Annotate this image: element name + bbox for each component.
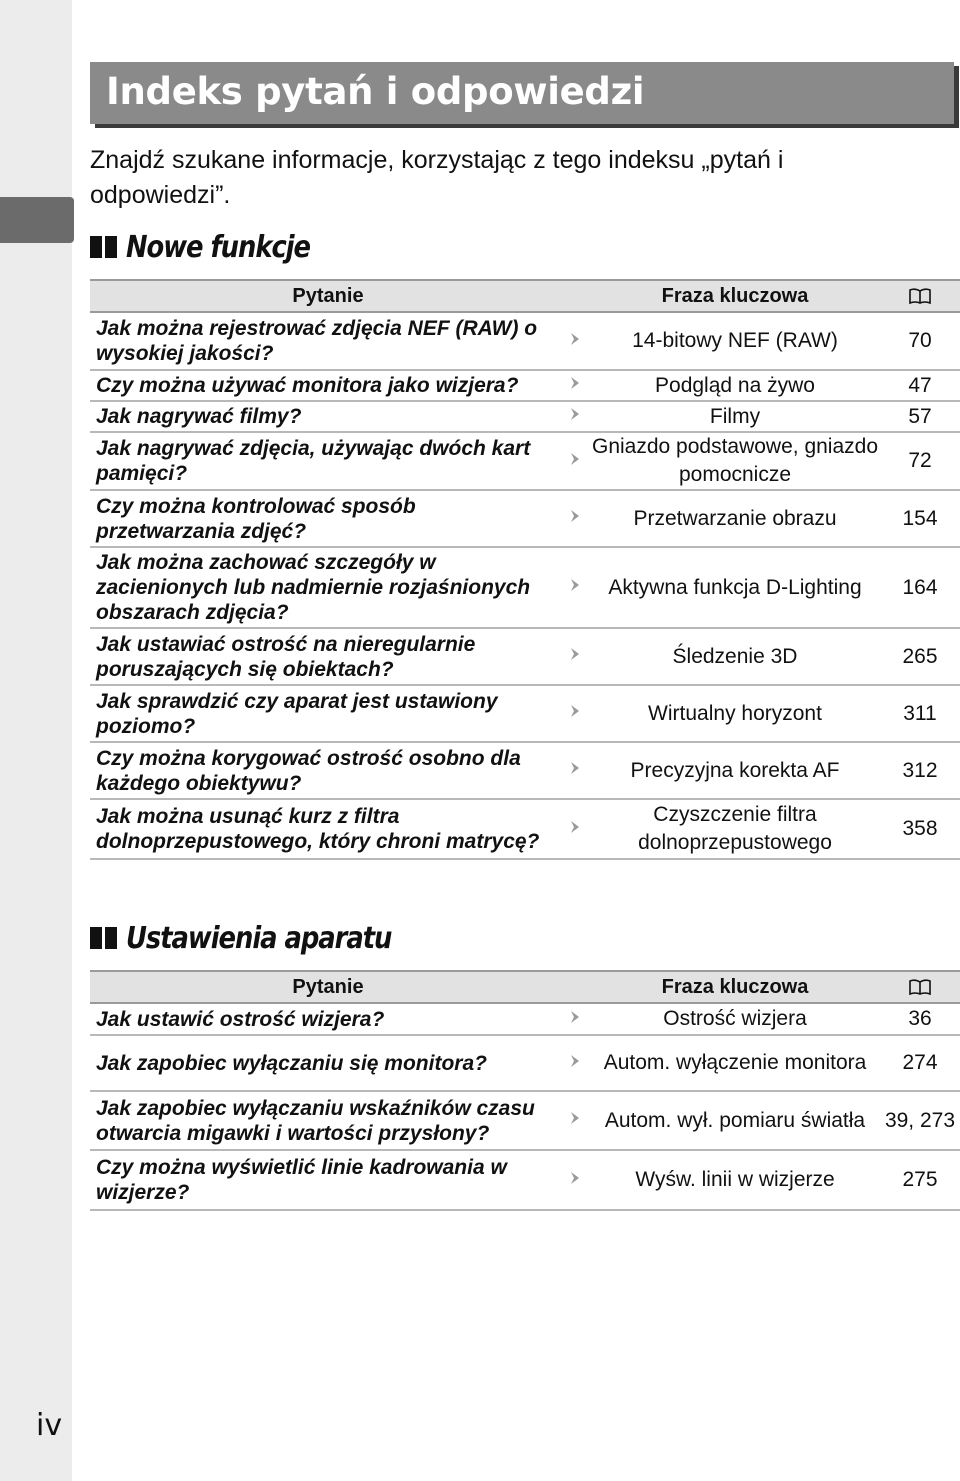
page-number: iv <box>36 1408 63 1443</box>
chevron-right-icon <box>568 407 582 421</box>
chevron-right-icon <box>568 376 582 390</box>
arrow-cell <box>560 370 590 401</box>
keyword-cell[interactable]: Gniazdo podstawowe, gniazdo pomocnicze <box>590 432 880 490</box>
question-cell: Jak można usunąć kurz z filtra dolnoprzepustowego, który chroni matrycę? <box>90 799 560 859</box>
chevron-right-icon <box>568 1010 582 1024</box>
arrow-cell <box>560 312 590 370</box>
table-row[interactable] <box>90 312 960 370</box>
header-question: Pytanie <box>90 971 560 1003</box>
camera-settings-table <box>90 970 960 1211</box>
arrow-cell <box>560 1150 590 1210</box>
section-marker-icon <box>90 927 117 949</box>
question-cell: Czy można wyświetlić linie kadrowania w wizjerze? <box>90 1150 560 1210</box>
question-cell: Jak sprawdzić czy aparat jest ustawiony poziomo? <box>90 685 560 742</box>
arrow-cell <box>560 1035 590 1091</box>
arrow-cell <box>560 401 590 432</box>
keyword-cell[interactable]: Ostrość wizjera <box>590 1003 880 1035</box>
keyword-cell[interactable]: Aktywna funkcja D-Lighting <box>590 547 880 628</box>
table-row[interactable] <box>90 370 960 401</box>
table-row[interactable] <box>90 1091 960 1150</box>
section-heading-text: Nowe funkcje <box>126 229 311 265</box>
chevron-right-icon <box>568 578 582 592</box>
page-ref-cell[interactable]: 265 <box>880 628 960 685</box>
new-features-table <box>90 279 960 860</box>
page-ref-cell[interactable]: 312 <box>880 742 960 799</box>
arrow-cell <box>560 1091 590 1150</box>
table-row[interactable] <box>90 490 960 547</box>
page-ref-cell[interactable]: 274 <box>880 1035 960 1091</box>
page-ref-cell[interactable]: 164 <box>880 547 960 628</box>
arrow-cell <box>560 432 590 490</box>
arrow-cell <box>560 799 590 859</box>
page-ref-cell[interactable]: 70 <box>880 312 960 370</box>
chevron-right-icon <box>568 1054 582 1068</box>
table-row[interactable] <box>90 1150 960 1210</box>
page-title-bar <box>90 62 954 124</box>
page-ref-cell[interactable]: 154 <box>880 490 960 547</box>
page-ref-cell[interactable]: 72 <box>880 432 960 490</box>
keyword-cell[interactable]: Czyszczenie filtra dolnoprzepustowego <box>590 799 880 859</box>
table-row[interactable] <box>90 1035 960 1091</box>
section-thumb-tab[interactable] <box>0 197 74 243</box>
question-cell: Jak można rejestrować zdjęcia NEF (RAW) o wysokiej jakości? <box>90 312 560 370</box>
header-keyword: Fraza kluczowa <box>590 971 880 1003</box>
table-row[interactable] <box>90 799 960 859</box>
keyword-cell[interactable]: Wyśw. linii w wizjerze <box>590 1150 880 1210</box>
page-ref-cell[interactable]: 39, 273 <box>880 1091 960 1150</box>
keyword-cell[interactable]: Precyzyjna korekta AF <box>590 742 880 799</box>
keyword-cell[interactable]: Śledzenie 3D <box>590 628 880 685</box>
question-cell: Jak można zachować szczegóły w zacienionych lub nadmiernie rozjaśnionych obszarach zdjęcia? <box>90 547 560 628</box>
page-ref-cell[interactable]: 57 <box>880 401 960 432</box>
arrow-cell <box>560 742 590 799</box>
chevron-right-icon <box>568 820 582 834</box>
keyword-cell[interactable]: Autom. wył. pomiaru światła <box>590 1091 880 1150</box>
question-cell: Jak nagrywać zdjęcia, używając dwóch kart pamięci? <box>90 432 560 490</box>
keyword-cell[interactable]: Autom. wyłączenie monitora <box>590 1035 880 1091</box>
section-heading-camera-settings <box>90 918 435 958</box>
chevron-right-icon <box>568 1171 582 1185</box>
chevron-right-icon <box>568 332 582 346</box>
section-heading-text: Ustawienia aparatu <box>126 920 392 956</box>
page-title: Indeks pytań i odpowiedzi <box>106 70 645 113</box>
keyword-cell[interactable]: Filmy <box>590 401 880 432</box>
intro-text: Znajdź szukane informacje, korzystając z tego indeksu „pytań i odpowiedzi”. <box>90 146 784 209</box>
arrow-cell <box>560 628 590 685</box>
header-question: Pytanie <box>90 280 560 312</box>
table-row[interactable] <box>90 742 960 799</box>
arrow-cell <box>560 490 590 547</box>
header-keyword: Fraza kluczowa <box>590 280 880 312</box>
question-cell: Jak zapobiec wyłączaniu się monitora? <box>90 1035 560 1091</box>
question-cell: Jak ustawić ostrość wizjera? <box>90 1003 560 1035</box>
table-header-row <box>90 971 960 1003</box>
keyword-cell[interactable]: Przetwarzanie obrazu <box>590 490 880 547</box>
keyword-cell[interactable]: Podgląd na żywo <box>590 370 880 401</box>
question-cell: Czy można korygować ostrość osobno dla każdego obiektywu? <box>90 742 560 799</box>
question-cell: Czy można kontrolować sposób przetwarzania zdjęć? <box>90 490 560 547</box>
keyword-cell[interactable]: Wirtualny horyzont <box>590 685 880 742</box>
table-row[interactable] <box>90 685 960 742</box>
chevron-right-icon <box>568 704 582 718</box>
section-marker-icon <box>90 236 117 258</box>
chevron-right-icon <box>568 647 582 661</box>
question-cell: Jak ustawiać ostrość na nieregularnie poruszających się obiektach? <box>90 628 560 685</box>
chevron-right-icon <box>568 509 582 523</box>
header-page <box>880 971 960 1003</box>
table-row[interactable] <box>90 401 960 432</box>
arrow-cell <box>560 685 590 742</box>
keyword-cell[interactable]: 14-bitowy NEF (RAW) <box>590 312 880 370</box>
header-page <box>880 280 960 312</box>
table-row[interactable] <box>90 628 960 685</box>
page-ref-cell[interactable]: 358 <box>880 799 960 859</box>
chevron-right-icon <box>568 452 582 466</box>
page-ref-cell[interactable]: 47 <box>880 370 960 401</box>
question-cell: Jak zapobiec wyłączaniu wskaźników czasu otwarcia migawki i wartości przysłony? <box>90 1091 560 1150</box>
arrow-cell <box>560 1003 590 1035</box>
chevron-right-icon <box>568 761 582 775</box>
question-cell: Czy można używać monitora jako wizjera? <box>90 370 560 401</box>
book-icon <box>908 978 932 996</box>
section-heading-new-features <box>90 227 340 267</box>
page-ref-cell[interactable]: 275 <box>880 1150 960 1210</box>
table-header-row <box>90 280 960 312</box>
table-row[interactable] <box>90 547 960 628</box>
question-cell: Jak nagrywać filmy? <box>90 401 560 432</box>
table-row[interactable] <box>90 1003 960 1035</box>
chevron-right-icon <box>568 1111 582 1125</box>
table-row[interactable] <box>90 432 960 490</box>
page-ref-cell[interactable]: 36 <box>880 1003 960 1035</box>
page-ref-cell[interactable]: 311 <box>880 685 960 742</box>
arrow-cell <box>560 547 590 628</box>
book-icon <box>908 287 932 305</box>
